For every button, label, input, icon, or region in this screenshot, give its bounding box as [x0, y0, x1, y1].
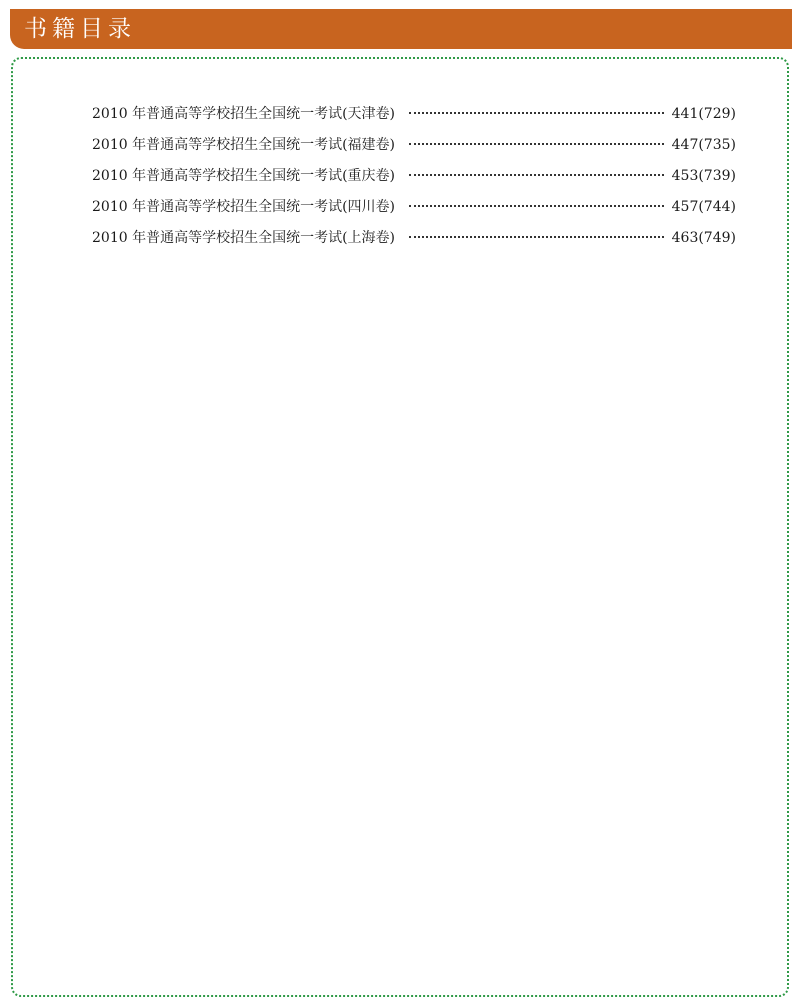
toc-entry-page: 441(729) [671, 106, 736, 122]
toc-entry-title: 2010 年普通高等学校招生全国统一考试(天津卷) [92, 106, 396, 122]
toc-dot-leader [409, 112, 664, 114]
toc-entry-title: 2010 年普通高等学校招生全国统一考试(上海卷) [92, 230, 396, 246]
toc-entry-title: 2010 年普通高等学校招生全国统一考试(四川卷) [92, 199, 396, 215]
toc-entry-chongqing[interactable] [92, 165, 736, 196]
toc-entry-page: 463(749) [671, 230, 736, 246]
toc-dot-leader [409, 236, 664, 238]
toc-entry-title: 2010 年普通高等学校招生全国统一考试(重庆卷) [92, 168, 396, 184]
toc-entry-sichuan[interactable] [92, 196, 736, 227]
toc-entry-page: 453(739) [671, 168, 736, 184]
toc-entry-fujian[interactable] [92, 134, 736, 165]
page-title: 书籍目录 [24, 16, 136, 42]
toc-entry-page: 447(735) [671, 137, 736, 153]
toc-entry-page: 457(744) [671, 199, 736, 215]
header-bar [10, 9, 792, 49]
toc-entry-title: 2010 年普通高等学校招生全国统一考试(福建卷) [92, 137, 396, 153]
toc-dot-leader [409, 143, 664, 145]
toc-entry-shanghai[interactable] [92, 227, 736, 258]
toc-dot-leader [409, 174, 664, 176]
toc-entry-tianjin[interactable] [92, 103, 736, 134]
toc-dot-leader [409, 205, 664, 207]
toc-list [92, 103, 736, 258]
